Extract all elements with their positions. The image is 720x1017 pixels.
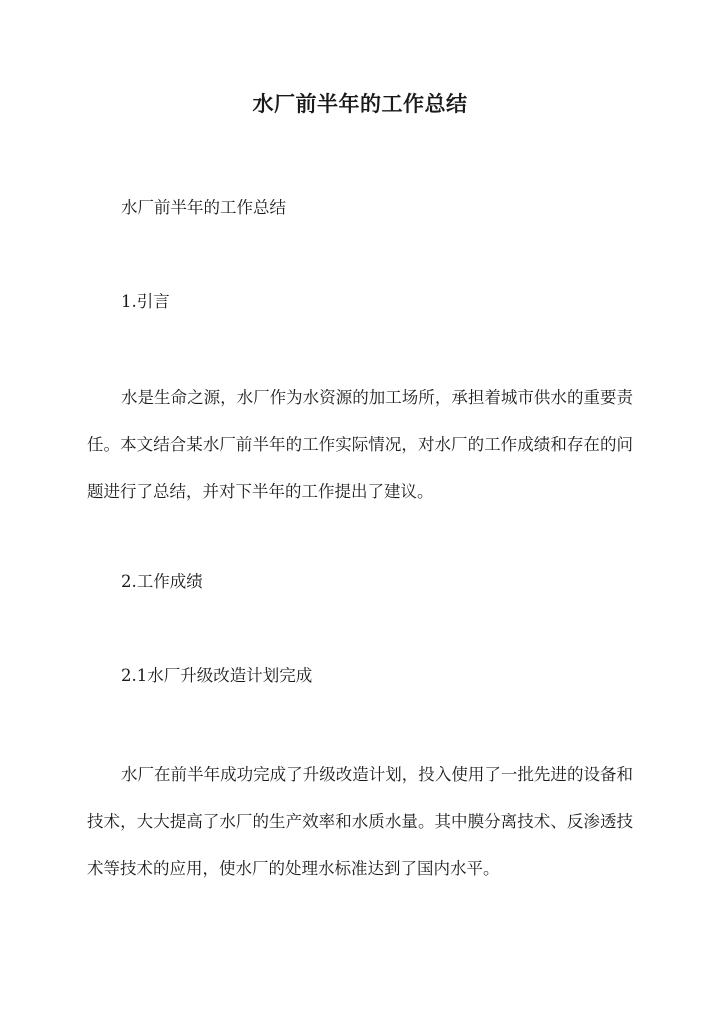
section-2-1-paragraph: 水厂在前半年成功完成了升级改造计划，投入使用了一批先进的设备和技术，大大提高了水厂的生产效率和水质水量。其中膜分离技术、反渗透技术等技术的应用，使水厂的处理水标准达到了国内水平。 bbox=[87, 765, 633, 878]
document-subtitle: 水厂前半年的工作总结 bbox=[121, 198, 286, 217]
section-1-paragraph: 水是生命之源，水厂作为水资源的加工场所，承担着城市供水的重要责任。本文结合某水厂前半年的工作实际情况，对水厂的工作成绩和存在的问题进行了总结，并对下半年的工作提出了建议。 bbox=[87, 388, 633, 501]
document-title: 水厂前半年的工作总结 bbox=[252, 91, 468, 116]
section-2-heading: 2.工作成绩 bbox=[121, 572, 203, 591]
section-2-1-heading: 2.1水厂升级改造计划完成 bbox=[121, 666, 313, 685]
section-1-heading: 1.引言 bbox=[121, 292, 170, 311]
